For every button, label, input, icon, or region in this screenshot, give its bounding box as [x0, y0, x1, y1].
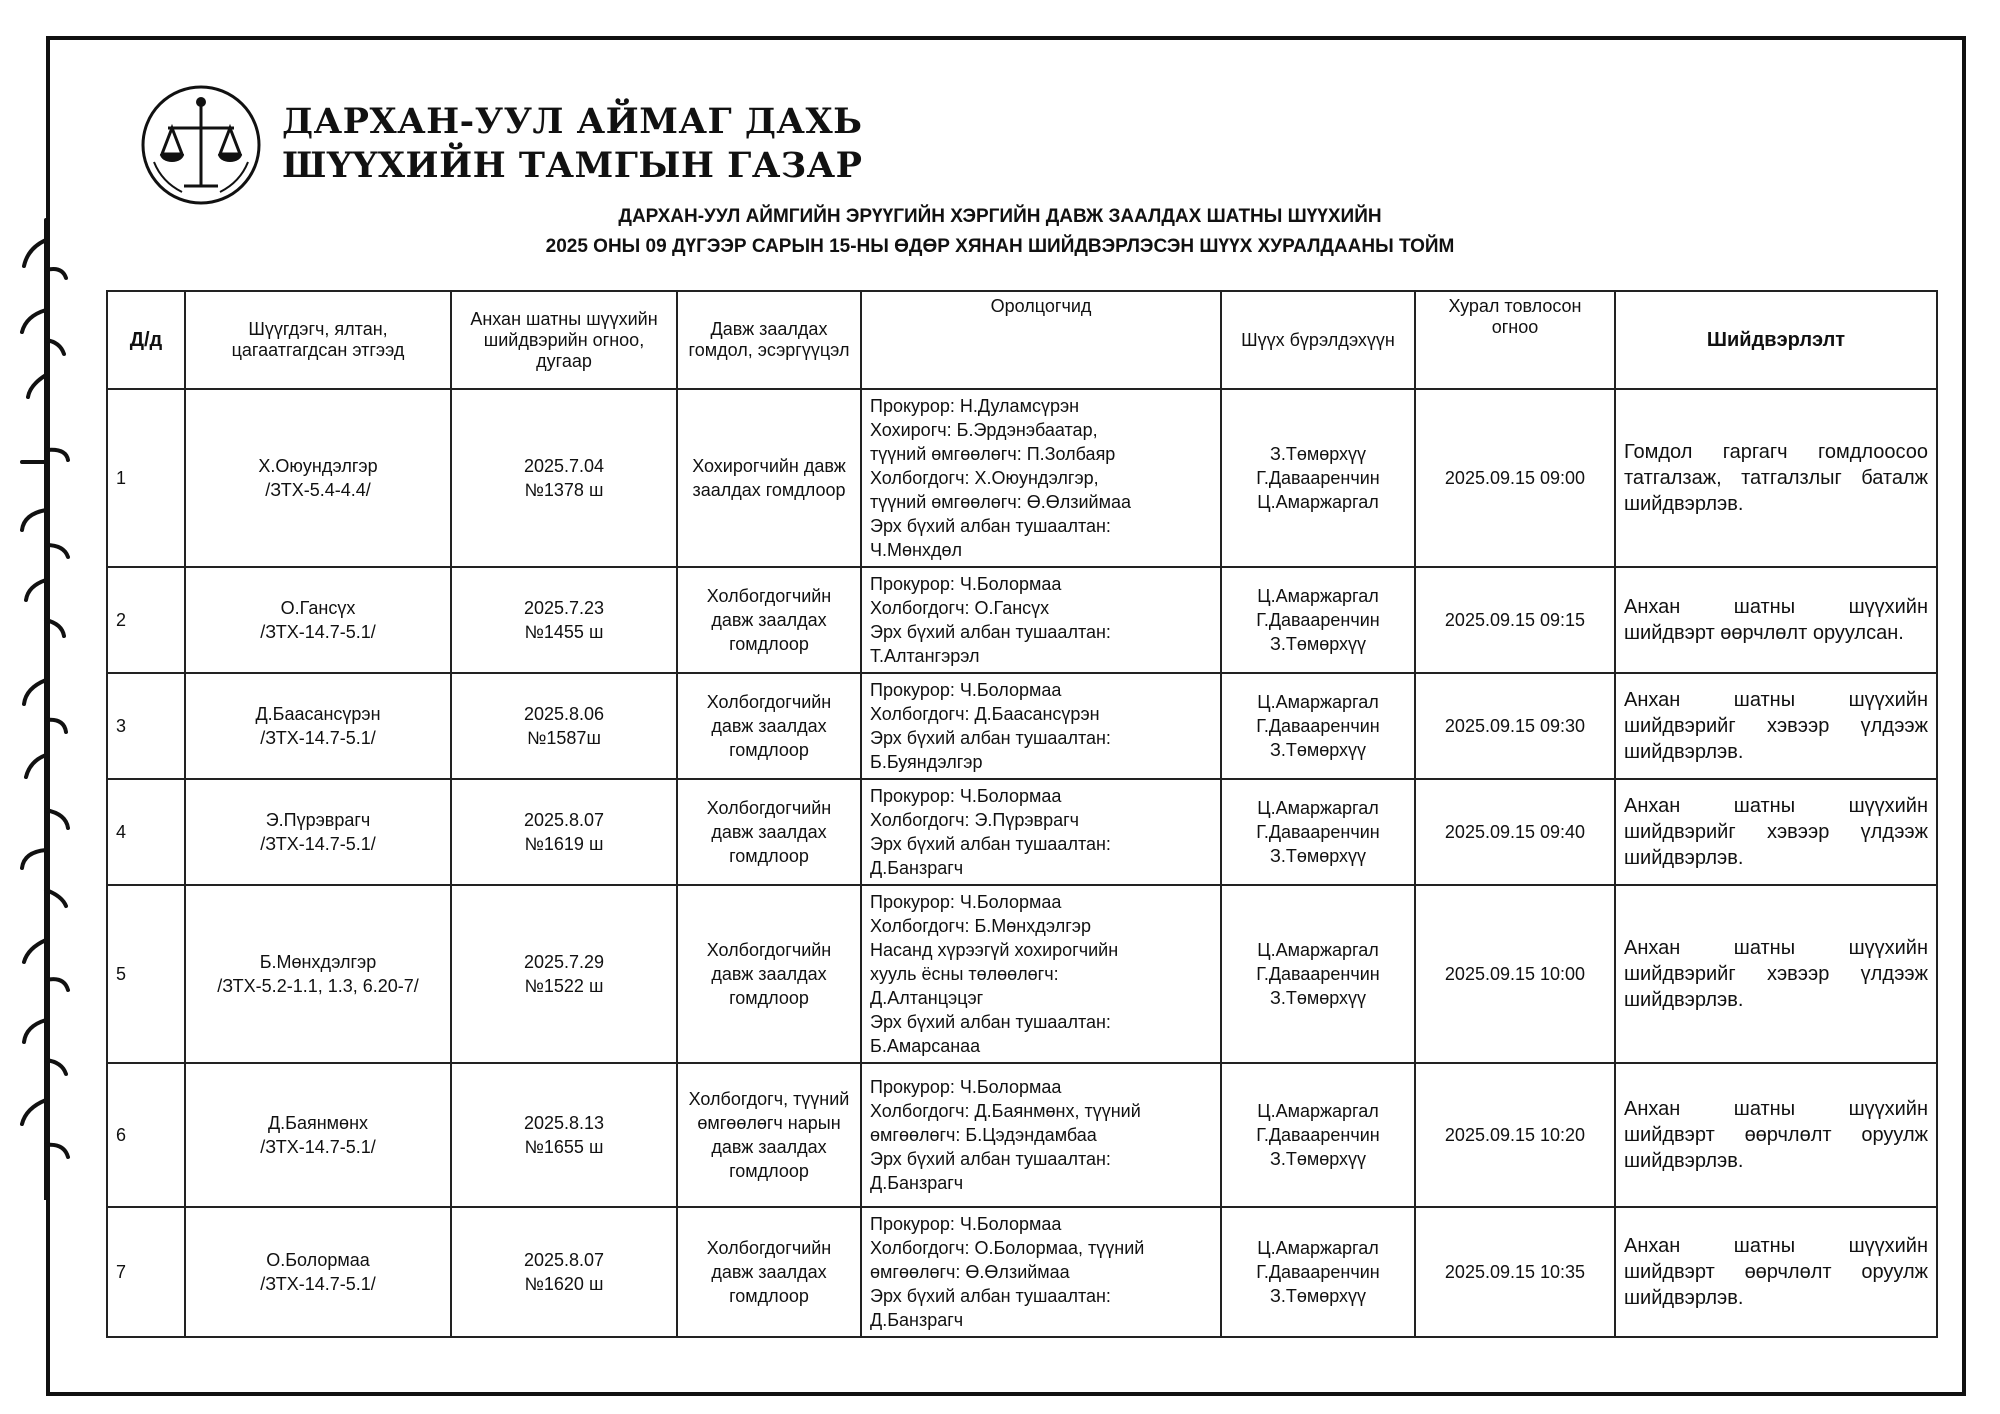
row-number: 7 [107, 1207, 185, 1337]
defendant-line: /ЗТХ-14.7-5.1/ [260, 1137, 376, 1157]
court-member-line: З.Төмөрхүү [1269, 634, 1367, 654]
decision-text: Гомдол гаргагч гомдлоосоо татгалзаж, татгалзлыг баталж шийдвэрлэв. [1624, 441, 1928, 515]
court-member-line: Г.Давааренчин [1256, 1125, 1380, 1145]
first-instance-line: №1522 ш [524, 976, 604, 996]
court-cell [1221, 567, 1415, 673]
decision-text: Анхан шатны шүүхийн шийдвэрт өөрчлөлт оруулж шийдвэрлэв. [1624, 1235, 1928, 1309]
court-member-line: З.Төмөрхүү [1269, 1286, 1367, 1306]
decision-text: Анхан шатны шүүхийн шийдвэрийг хэвээр үлдээж шийдвэрлэв. [1624, 795, 1928, 869]
court-emblem-logo [138, 82, 264, 208]
court-member-line: Ц.Амаржаргал [1257, 1101, 1379, 1121]
decision-cell [1615, 389, 1937, 567]
row-number: 5 [107, 885, 185, 1063]
first-instance-line: 2025.8.07 [523, 1250, 605, 1270]
participant-line: Эрх бүхий албан тушаалтан: [870, 728, 1111, 748]
participant-line: Прокурор: Ч.Болормаа [870, 1077, 1062, 1097]
appeal-cell: Холбогдогч, түүний өмгөөлөгч нарын давж заалдах гомдлоор [677, 1063, 861, 1207]
first-instance-cell [451, 1063, 677, 1207]
participant-line: Прокурор: Н.Дуламсүрэн [870, 396, 1080, 416]
defendant-cell [185, 567, 451, 673]
header-decision: Шийдвэрлэлт [1615, 291, 1937, 389]
header-first-instance: Анхан шатны шүүхийн шийдвэрийн огноо, дугаар [451, 291, 677, 389]
hearing-date-cell: 2025.09.15 09:30 [1415, 673, 1615, 779]
defendant-cell [185, 885, 451, 1063]
decision-cell [1615, 779, 1937, 885]
first-instance-line: №1655 ш [524, 1137, 604, 1157]
participant-line: Д.Банзрагч [870, 1173, 964, 1193]
hearing-date-cell: 2025.09.15 09:00 [1415, 389, 1615, 567]
participant-line: түүний өмгөөлөгч: Ө.Өлзиймаа [870, 492, 1131, 512]
participants-cell [861, 779, 1221, 885]
organization-title [282, 100, 862, 188]
participant-line: Т.Алтангэрэл [870, 646, 980, 666]
first-instance-line: №1455 ш [524, 622, 604, 642]
first-instance-line: 2025.8.06 [523, 704, 605, 724]
appeal-cell: Холбогдогчийн давж заалдах гомдлоор [677, 779, 861, 885]
header-appeal: Давж заалдах гомдол, эсэргүүцэл [677, 291, 861, 389]
participants-cell [861, 389, 1221, 567]
first-instance-line: 2025.7.04 [523, 456, 605, 476]
court-cell [1221, 1063, 1415, 1207]
court-member-line: Ц.Амаржаргал [1257, 586, 1379, 606]
defendant-line: /ЗТХ-14.7-5.1/ [260, 728, 376, 748]
hearing-date-cell: 2025.09.15 09:40 [1415, 779, 1615, 885]
first-instance-line: №1587ш [527, 728, 601, 748]
court-member-line: Г.Давааренчин [1256, 610, 1380, 630]
decision-text: Анхан шатны шүүхийн шийдвэрт өөрчлөлт оруулж шийдвэрлэв. [1624, 1098, 1928, 1172]
participant-line: Прокурор: Ч.Болормаа [870, 786, 1062, 806]
first-instance-line: №1620 ш [524, 1274, 604, 1294]
header-court: Шүүх бүрэлдэхүүн [1221, 291, 1415, 389]
participant-line: Эрх бүхий албан тушаалтан: [870, 516, 1111, 536]
first-instance-cell [451, 1207, 677, 1337]
court-cell [1221, 389, 1415, 567]
table-row [107, 885, 1937, 1063]
first-instance-cell [451, 673, 677, 779]
participant-line: Эрх бүхий албан тушаалтан: [870, 834, 1111, 854]
appeal-cell: Холбогдогчийн давж заалдах гомдлоор [677, 1207, 861, 1337]
participants-cell [861, 567, 1221, 673]
defendant-cell [185, 1207, 451, 1337]
appeal-cell: Хохирогчийн давж заалдах гомдлоор [677, 389, 861, 567]
participant-line: Прокурор: Ч.Болормаа [870, 1214, 1062, 1234]
first-instance-line: №1619 ш [524, 834, 604, 854]
header-no: Д/д [107, 291, 185, 389]
court-member-line: З.Төмөрхүү [1269, 740, 1367, 760]
participant-line: Холбогдогч: О.Болормаа, түүний [870, 1238, 1145, 1258]
heading-line2: 2025 ОНЫ 09 ДҮГЭЭР САРЫН 15-НЫ ӨДӨР ХЯНАН ШИЙДВЭРЛЭСЭН ШҮҮХ ХУРАЛДААНЫ ТОЙМ [545, 236, 1455, 257]
first-instance-line: 2025.7.29 [523, 952, 605, 972]
decision-text: Анхан шатны шүүхийн шийдвэрийг хэвээр үлдээж шийдвэрлэв. [1624, 689, 1928, 763]
defendant-cell [185, 389, 451, 567]
participant-line: Д.Банзрагч [870, 1310, 964, 1330]
header-participants: Оролцогчид [861, 291, 1221, 389]
court-member-line: Г.Давааренчин [1256, 964, 1380, 984]
participant-line: Эрх бүхий албан тушаалтан: [870, 622, 1111, 642]
participant-line: Б.Буяндэлгэр [870, 752, 983, 772]
defendant-line: Д.Баасансүрэн [255, 704, 381, 724]
participants-cell [861, 885, 1221, 1063]
participants-cell [861, 1063, 1221, 1207]
table-row [107, 779, 1937, 885]
participant-line: Ч.Мөнхдөл [870, 540, 962, 560]
participant-line: Д.Банзрагч [870, 858, 964, 878]
first-instance-line: 2025.7.23 [523, 598, 605, 618]
participant-line: Хохирогч: Б.Эрдэнэбаатар, [870, 420, 1098, 440]
defendant-line: /ЗТХ-14.7-5.1/ [260, 622, 376, 642]
participant-line: Холбогдогч: Б.Мөнхдэлгэр [870, 916, 1091, 936]
decision-cell [1615, 567, 1937, 673]
court-member-line: Ц.Амаржаргал [1257, 492, 1379, 512]
document-heading [100, 202, 1900, 262]
defendant-cell [185, 1063, 451, 1207]
defendant-cell [185, 673, 451, 779]
hearing-summary-table [106, 290, 1938, 1338]
participant-line: Прокурор: Ч.Болормаа [870, 574, 1062, 594]
participants-cell [861, 1207, 1221, 1337]
court-member-line: З.Төмөрхүү [1269, 1149, 1367, 1169]
table-row [107, 567, 1937, 673]
decision-cell [1615, 885, 1937, 1063]
court-cell [1221, 673, 1415, 779]
participant-line: түүний өмгөөлөгч: П.Золбаяр [870, 444, 1116, 464]
defendant-cell [185, 779, 451, 885]
decision-text: Анхан шатны шүүхийн шийдвэрийг хэвээр үлдээж шийдвэрлэв. [1624, 937, 1928, 1011]
court-cell [1221, 779, 1415, 885]
defendant-line: /ЗТХ-14.7-5.1/ [260, 834, 376, 854]
court-cell [1221, 885, 1415, 1063]
hearing-date-cell: 2025.09.15 10:00 [1415, 885, 1615, 1063]
decision-cell [1615, 1207, 1937, 1337]
defendant-line: /ЗТХ-5.4-4.4/ [265, 480, 371, 500]
first-instance-line: №1378 ш [524, 480, 604, 500]
participant-line: Насанд хүрээгүй хохирогчийн [870, 940, 1119, 960]
first-instance-cell [451, 885, 677, 1063]
first-instance-line: 2025.8.13 [523, 1113, 605, 1133]
first-instance-cell [451, 567, 677, 673]
participant-line: Холбогдогч: О.Гансүх [870, 598, 1050, 618]
participant-line: Холбогдогч: Э.Пүрэврагч [870, 810, 1080, 830]
defendant-line: О.Гансүх [280, 598, 356, 618]
court-member-line: Ц.Амаржаргал [1257, 1238, 1379, 1258]
participant-line: Прокурор: Ч.Болормаа [870, 892, 1062, 912]
court-member-line: Ц.Амаржаргал [1257, 798, 1379, 818]
heading-line1: ДАРХАН-УУЛ АЙМГИЙН ЭРҮҮГИЙН ХЭРГИЙН ДАВЖ ЗААЛДАХ ШАТНЫ ШҮҮХИЙН [618, 206, 1382, 227]
decision-cell [1615, 673, 1937, 779]
participant-line: Б.Амарсанаа [870, 1036, 981, 1056]
appeal-cell: Холбогдогчийн давж заалдах гомдлоор [677, 567, 861, 673]
mongolian-script-strip [0, 200, 90, 1200]
row-number: 6 [107, 1063, 185, 1207]
row-number: 2 [107, 567, 185, 673]
first-instance-line: 2025.8.07 [523, 810, 605, 830]
table-row [107, 673, 1937, 779]
row-number: 3 [107, 673, 185, 779]
defendant-line: Х.Оюундэлгэр [258, 456, 378, 476]
participant-line: өмгөөлөгч: Ө.Өлзиймаа [870, 1262, 1070, 1282]
appeal-cell: Холбогдогчийн давж заалдах гомдлоор [677, 673, 861, 779]
defendant-line: /ЗТХ-14.7-5.1/ [260, 1274, 376, 1294]
decision-cell [1615, 1063, 1937, 1207]
participant-line: Д.Алтанцэцэг [870, 988, 984, 1008]
court-member-line: Г.Давааренчин [1256, 468, 1380, 488]
participant-line: Эрх бүхий албан тушаалтан: [870, 1286, 1111, 1306]
defendant-line: О.Болормаа [266, 1250, 370, 1270]
table-row [107, 1063, 1937, 1207]
participants-cell [861, 673, 1221, 779]
defendant-line: Д.Баянмөнх [267, 1113, 369, 1133]
participant-line: хууль ёсны төлөөлөгч: [870, 964, 1059, 984]
court-member-line: Г.Давааренчин [1256, 822, 1380, 842]
participant-line: Эрх бүхий албан тушаалтан: [870, 1149, 1111, 1169]
defendant-line: Э.Пүрэврагч [265, 810, 371, 830]
decision-text: Анхан шатны шүүхийн шийдвэрт өөрчлөлт оруулсан. [1624, 596, 1928, 644]
row-number: 1 [107, 389, 185, 567]
hearing-date-cell: 2025.09.15 10:35 [1415, 1207, 1615, 1337]
organization-title-line1: ДАРХАН-УУЛ АЙМАГ ДАХЬ [282, 101, 863, 142]
hearing-date-cell: 2025.09.15 10:20 [1415, 1063, 1615, 1207]
participant-line: Холбогдогч: Х.Оюундэлгэр, [870, 468, 1099, 488]
table-row [107, 389, 1937, 567]
court-member-line: Ц.Амаржаргал [1257, 940, 1379, 960]
court-cell [1221, 1207, 1415, 1337]
organization-title-line2: ШҮҮХИЙН ТАМГЫН ГАЗАР [282, 145, 863, 186]
participant-line: Холбогдогч: Д.Баянмөнх, түүний [870, 1101, 1141, 1121]
header-hearing-date: Хурал товлосон огноо [1415, 291, 1615, 389]
court-member-line: З.Төмөрхүү [1269, 444, 1367, 464]
court-member-line: З.Төмөрхүү [1269, 988, 1367, 1008]
table-row [107, 1207, 1937, 1337]
defendant-line: /ЗТХ-5.2-1.1, 1.3, 6.20-7/ [217, 976, 419, 996]
first-instance-cell [451, 779, 677, 885]
row-number: 4 [107, 779, 185, 885]
first-instance-cell [451, 389, 677, 567]
participant-line: Холбогдогч: Д.Баасансүрэн [870, 704, 1100, 724]
participant-line: өмгөөлөгч: Б.Цэдэндамбаа [870, 1125, 1097, 1145]
hearing-date-cell: 2025.09.15 09:15 [1415, 567, 1615, 673]
header-defendant: Шүүгдэгч, ялтан, цагаатгагдсан этгээд [185, 291, 451, 389]
court-member-line: Ц.Амаржаргал [1257, 692, 1379, 712]
court-member-line: З.Төмөрхүү [1269, 846, 1367, 866]
table-header-row [107, 291, 1937, 389]
court-member-line: Г.Давааренчин [1256, 1262, 1380, 1282]
participant-line: Эрх бүхий албан тушаалтан: [870, 1012, 1111, 1032]
appeal-cell: Холбогдогчийн давж заалдах гомдлоор [677, 885, 861, 1063]
court-member-line: Г.Давааренчин [1256, 716, 1380, 736]
defendant-line: Б.Мөнхдэлгэр [259, 952, 377, 972]
participant-line: Прокурор: Ч.Болормаа [870, 680, 1062, 700]
